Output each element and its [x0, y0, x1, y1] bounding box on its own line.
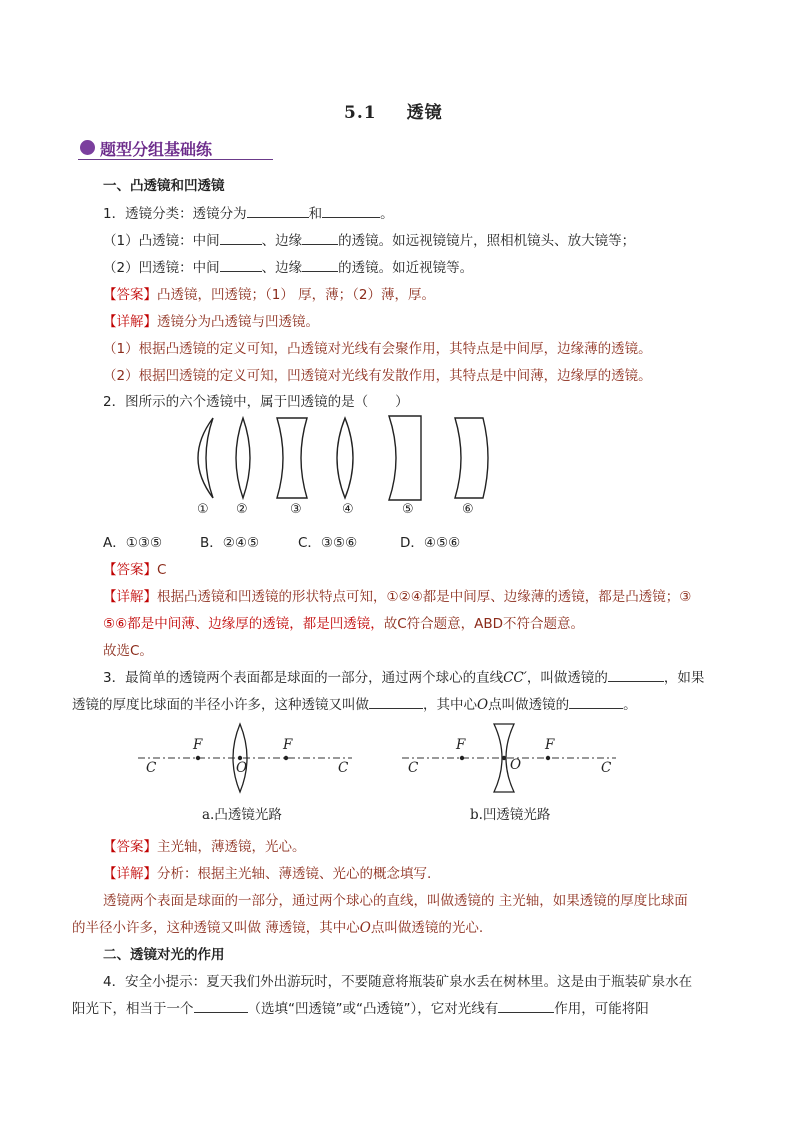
- q3-text: 3．最简单的透镜两个表面都是球面的一部分，通过两个球心的直线: [103, 670, 504, 686]
- lens-shape-5: [389, 416, 421, 500]
- section-banner-label: 题型分组基础练: [100, 140, 213, 159]
- concave-lens-diagram: [402, 722, 622, 786]
- answer-blank: [247, 203, 309, 218]
- q3-symbol: O: [477, 697, 489, 713]
- detail-text: 透镜分为凸透镜与凹透镜。: [157, 314, 319, 330]
- page-title: [344, 98, 443, 123]
- q3-answer: [103, 835, 306, 855]
- q1-detail-1: （1）根据凸透镜的定义可知，凸透镜对光线有会聚作用，其特点是中间厚，边缘薄的透镜。: [103, 341, 652, 357]
- q1-text: （1）凸透镜：中间: [103, 233, 220, 249]
- q1-line-2: [103, 256, 473, 276]
- q1-detail: [103, 310, 319, 330]
- title-text: 透镜: [406, 103, 443, 123]
- answer-text: 凸透镜，凹透镜；（1） 厚，薄；（2）薄，厚。: [157, 287, 435, 303]
- lens-label-4: ④: [342, 502, 354, 517]
- answer-blank: [498, 998, 554, 1013]
- detail-text: 的半径小许多，这种透镜又叫做 薄透镜，其中心: [72, 920, 360, 936]
- q2-option-a: A．①③⑤: [103, 535, 163, 551]
- q4-text: 阳光下，相当于一个: [72, 1001, 194, 1017]
- q1-stem-text: 。: [380, 206, 394, 222]
- caption-concave: b.凹透镜光路: [470, 807, 551, 823]
- answer-blank: [369, 694, 423, 709]
- q2-conclusion: 故选C。: [103, 643, 153, 659]
- q1-stem: [103, 202, 394, 222]
- label-c-left: C: [408, 760, 419, 776]
- section-banner: [78, 137, 273, 160]
- title-number: 5.1: [344, 103, 377, 123]
- answer-text: C: [157, 562, 167, 578]
- detail-text: 故C符合题意，ABD不符合题意。: [383, 616, 585, 632]
- label-f-right: F: [545, 737, 555, 753]
- q3-text: 透镜的厚度比球面的半径小许多，这种透镜又叫做: [72, 697, 369, 713]
- detail-text: 根据凸透镜和凹透镜的形状特点可知，①②④都是中间厚、边缘薄的透镜，都是凸透镜；③: [157, 589, 692, 605]
- caption-convex: a.凸透镜光路: [202, 807, 282, 823]
- lens-label-3: ③: [290, 502, 302, 517]
- focus-point: [546, 756, 550, 760]
- q2-answer: [103, 558, 166, 578]
- answer-tag: 【答案】: [103, 287, 157, 303]
- q2-option-c: C．③⑤⑥: [298, 535, 358, 551]
- lens-shape-1: [198, 418, 213, 498]
- focus-point: [460, 756, 464, 760]
- q3-text: ，其中心: [423, 697, 477, 713]
- answer-blank: [569, 694, 623, 709]
- lens-label-2: ②: [236, 502, 248, 517]
- focus-point: [284, 756, 288, 760]
- q3-text: ，叫做透镜的: [526, 670, 608, 686]
- lens-label-1: ①: [197, 502, 209, 517]
- label-c-right: C: [338, 760, 349, 776]
- q1-text: （2）凹透镜：中间: [103, 260, 220, 276]
- q3-explain-1: 透镜两个表面是球面的一部分，通过两个球心的直线，叫做透镜的 主光轴，如果透镜的厚度比球面: [103, 893, 688, 909]
- label-f-right: F: [283, 737, 293, 753]
- q3-symbol: O: [359, 920, 371, 936]
- detail-text: 分析：根据主光轴、薄透镜、光心的概念填写.: [157, 866, 432, 882]
- answer-blank: [608, 667, 664, 682]
- bullet-dot-icon: [80, 140, 95, 155]
- q3-explain-2: [72, 916, 483, 936]
- label-c-right: C: [601, 760, 612, 776]
- q1-stem-text: 和: [308, 206, 323, 222]
- answer-blank: [302, 257, 338, 272]
- q4-line-1: 4．安全小提示：夏天我们外出游玩时，不要随意将瓶装矿泉水丢在树林里。这是由于瓶装矿泉水在: [103, 974, 693, 990]
- q4-text: （选填“凹透镜”或“凸透镜”），它对光线有: [247, 1001, 499, 1017]
- answer-tag: 【答案】: [103, 562, 157, 578]
- label-f-left: F: [193, 737, 203, 753]
- q3-line-1: [103, 666, 704, 686]
- q1-line-1: [103, 229, 635, 249]
- detail-tag: 【详解】: [103, 589, 157, 605]
- detail-tag: 【详解】: [103, 866, 157, 882]
- answer-text: 主光轴，薄透镜，光心。: [157, 839, 306, 855]
- q1-stem-text: 1．透镜分类：透镜分为: [103, 206, 247, 222]
- detail-text: 点叫做透镜的光心.: [370, 920, 484, 936]
- q1-text: 的透镜。如远视镜镜片，照相机镜头、放大镜等；: [338, 233, 636, 249]
- answer-blank: [194, 998, 248, 1013]
- section-heading-2: 二、透镜对光的作用: [103, 947, 225, 963]
- q4-line-2: [72, 997, 649, 1017]
- q3-symbol: CC′: [503, 670, 527, 686]
- q2-option-b: B．②④⑤: [200, 535, 260, 551]
- lens-label-6: ⑥: [462, 502, 474, 517]
- q3-text: 点叫做透镜的: [488, 697, 570, 713]
- answer-blank: [220, 257, 262, 272]
- q3-text: 。: [623, 697, 637, 713]
- lens-shape-2: [236, 418, 250, 498]
- label-f-left: F: [456, 737, 466, 753]
- lens-shape-6: [455, 418, 488, 498]
- q3-text: ，如果: [663, 670, 705, 686]
- answer-blank: [302, 230, 338, 245]
- convex-lens-diagram: [138, 722, 358, 786]
- q4-text: 作用，可能将阳: [554, 1001, 649, 1017]
- q2-detail: [103, 585, 691, 605]
- q1-answer: [103, 283, 435, 303]
- q1-detail-2: （2）根据凹透镜的定义可知，凹透镜对光线有发散作用，其特点是中间薄，边缘厚的透镜。: [103, 368, 652, 384]
- q3-line-2: [72, 693, 637, 713]
- q1-text: 、边缘: [261, 233, 303, 249]
- label-o: O: [236, 760, 248, 776]
- answer-blank: [322, 203, 380, 218]
- label-c-left: C: [146, 760, 157, 776]
- lens-label-5: ⑤: [402, 502, 414, 517]
- q3-detail: [103, 862, 431, 882]
- q1-text: 的透镜。如近视镜等。: [338, 260, 474, 276]
- q2-stem: 2．图所示的六个透镜中，属于凹透镜的是（ ）: [103, 394, 409, 410]
- section-heading-1: 一、凸透镜和凹透镜: [103, 178, 225, 194]
- lens-shape-3: [277, 418, 307, 498]
- detail-text: ⑤⑥都是中间薄、边缘厚的透镜，都是凹透镜，: [103, 616, 384, 632]
- q1-text: 、边缘: [261, 260, 303, 276]
- detail-tag: 【详解】: [103, 314, 157, 330]
- optical-center: [502, 756, 506, 760]
- focus-point: [196, 756, 200, 760]
- q2-detail-cont: [103, 612, 584, 632]
- answer-blank: [220, 230, 262, 245]
- label-o: O: [510, 757, 522, 773]
- q2-option-d: D．④⑤⑥: [400, 535, 461, 551]
- lens-shape-4: [337, 418, 353, 498]
- answer-tag: 【答案】: [103, 839, 157, 855]
